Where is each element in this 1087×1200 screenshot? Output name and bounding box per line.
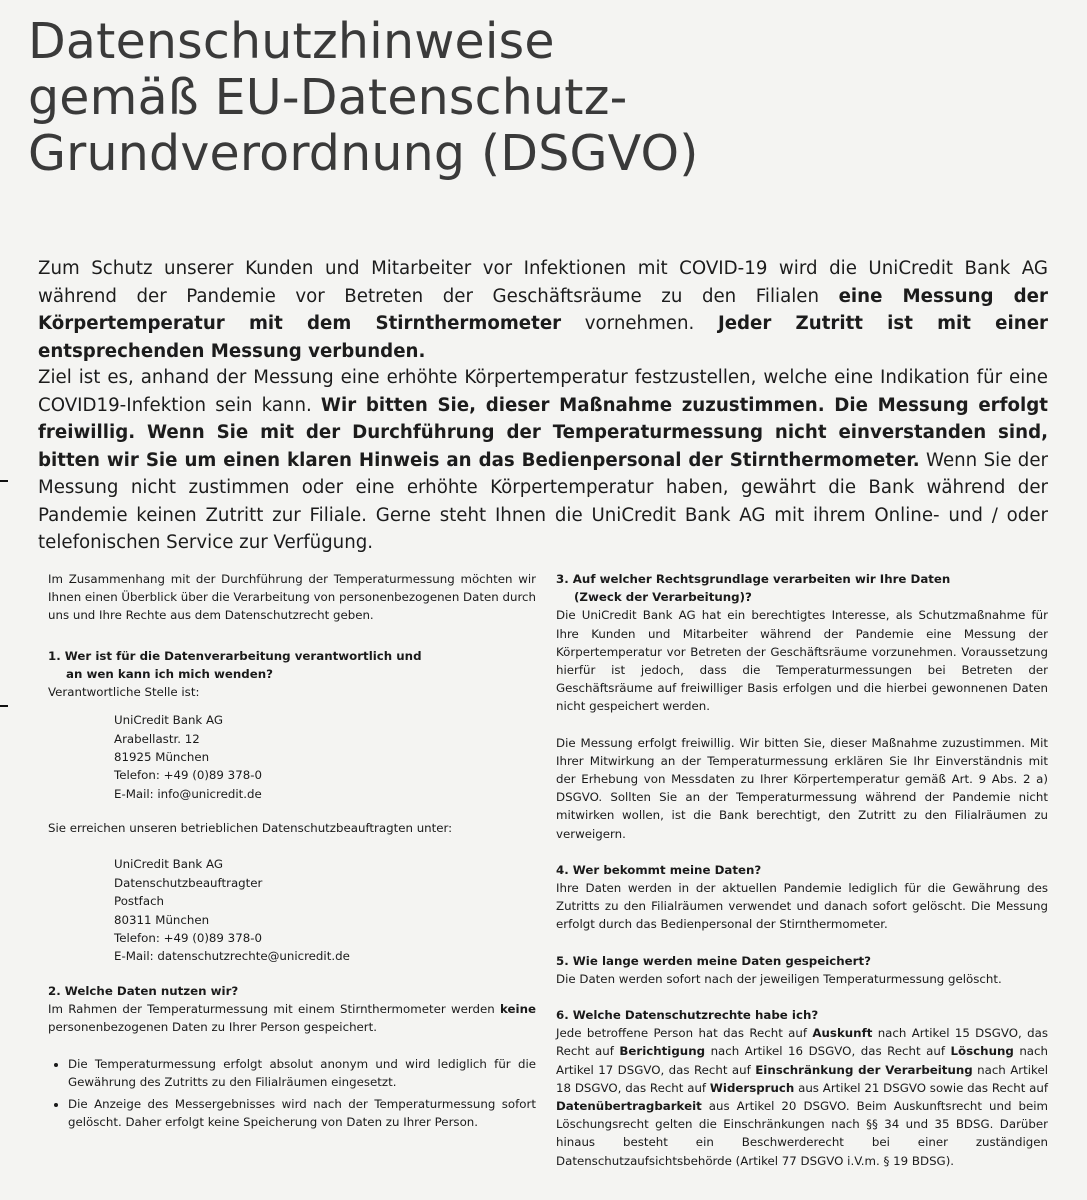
section-4-heading: 4. Wer bekommt meine Daten? [556,862,762,877]
controller-address [48,711,536,803]
intro1-text-c: vornehmen. [561,313,718,334]
left-column [48,570,536,1135]
list-item: • Die Temperaturmessung erfolgt absolut anonym und wird lediglich für die Gewährung des Zutritts zu den Filialräumen eingesetzt. [68,1055,536,1091]
address-line: Postfach [114,894,165,909]
section-6-heading: 6. Welche Datenschutzrechte habe ich? [556,1008,819,1023]
s6-text: aus Artikel 21 DSGVO sowie das Recht auf [794,1080,1049,1095]
list-item: • Die Anzeige des Messergebnisses wird nach der Temperaturmessung sofort gelöscht. Daher erfolgt keine Speicherung von Daten zu Ihrer Person. [68,1095,536,1131]
s6-bold: Einschränkung der Verarbeitung [755,1062,973,1077]
title-line-1: Datenschutzhinweise [28,13,555,70]
s6-bold: Berichtigung [619,1044,706,1059]
title-line-3: Grundverordnung (DSGVO) [28,125,699,182]
section-1-heading-line-1: 1. Wer ist für die Datenverarbeitung verantwortlich und [48,648,422,663]
section-3-heading-line-1: 3. Auf welcher Rechtsgrundlage verarbeiten wir Ihre Daten [556,572,951,586]
document-title [28,14,788,182]
section-6-paragraph [556,1024,1048,1170]
s6-text: nach Artikel 16 DSGVO, das Recht auf [705,1044,951,1059]
s6-text: Jede betroffene Person hat das Recht auf [556,1026,813,1041]
intro1-bold-d: Jeder Zutritt ist mit einer entsprechenden Messung verbunden. [38,313,1048,362]
s6-text: aus Artikel 20 DSGVO. Beim Auskunftsrecht und beim Löschungsrecht gelten die Einschränkungen nach §§ 34 und 35 BDSG. Darüber hinaus besteht ein Beschwerderecht bei einer zuständigen Datenschutzaufsichtsbehörde (Artikel 77 DSGVO i.V.m. § 19 BDSG). [556,1099,1048,1168]
address-line: 80311 München [114,912,210,927]
address-line: UniCredit Bank AG [114,857,224,872]
section-3-paragraph-2: Die Messung erfolgt freiwillig. Wir bitten Sie, dieser Maßnahme zuzustimmen. Mit Ihrer Mitwirkung an der Temperaturmessung erklären Sie Ihr Einverständnis mit der Erhebung von Messdaten zu Ihrer Körpertemperatur gemäß Art. 9 Abs. 2 a) DSGVO. Sollten Sie an der Temperaturmessung während der Pandemie nicht mitwirken wollen, ist die Bank berechtigt, den Zutritt zu den Filialräumen zu verweigern. [556,735,1048,841]
address-line: E-Mail: datenschutzrechte@unicredit.de [114,949,350,964]
s6-bold: Widerspruch [709,1080,795,1095]
section-2-paragraph [48,1000,536,1036]
address-line: Telefon: +49 (0)89 378-0 [114,931,262,946]
fold-mark [0,705,8,707]
address-line: UniCredit Bank AG [114,713,224,728]
s6-text: nach Artikel 15 DSGVO, das Recht auf [556,1026,1048,1059]
intro-paragraph-2 [38,364,1048,557]
s2-text-a: Im Rahmen der Temperaturmessung mit einem Stirnthermometer werden [48,1002,501,1017]
intro2-text-c: Wenn Sie der Messung nicht zustimmen oder eine erhöhte Körpertemperatur haben, gewährt die Bank während der Pandemie keinen Zutritt zur Filiale. Gerne steht Ihnen die UniCredit Bank AG mit ihrem Online- und / oder telefonischen Service zur Verfügung. [38,449,1048,553]
address-line: Arabellastr. 12 [114,731,200,746]
address-line: 81925 München [114,750,210,765]
s6-bold: Auskunft [812,1026,873,1041]
fold-mark [0,480,8,482]
s6-text: nach Artikel 18 DSGVO, das Recht auf [556,1062,1048,1095]
section-2-heading: 2. Welche Daten nutzen wir? [48,983,239,998]
section-4-paragraph: Ihre Daten werden in der aktuellen Pandemie lediglich für die Gewährung des Zutritts zu den Filialräumen verwendet und danach sofort gelöscht. Die Messung erfolgt durch das Bedienpersonal der Stirnthermometer. [556,881,1048,932]
dpo-label: Sie erreichen unseren betrieblichen Datenschutzbeauftragten unter: [48,821,453,836]
address-line: E-Mail: info@unicredit.de [114,786,262,801]
section-5-heading: 5. Wie lange werden meine Daten gespeichert? [556,953,871,968]
s6-text: nach Artikel 17 DSGVO, das Recht auf [556,1044,1049,1077]
title-line-2: gemäß EU-Datenschutz- [28,69,628,126]
intro2-bold-b: Wir bitten Sie, dieser Maßnahme zuzustimmen. Die Messung erfolgt freiwillig. Wenn Sie mit der Durchführung der Temperaturmessung nicht einverstanden sind, bitten wir Sie um einen klaren Hinweis an das Bedienpersonal der Stirnthermometer. [38,394,1048,471]
intro1-bold-b: eine Messung der Körpertemperatur mit dem Stirnthermometer [38,285,1048,334]
dpo-address [48,855,536,965]
section-3-paragraph-1: Die UniCredit Bank AG hat ein berechtigtes Interesse, als Schutzmaßnahme für Ihre Kunden und Mitarbeiter während der Pandemie eine Messung der Körpertemperatur vor Betreten der Geschäftsräume vorzunehmen. Voraussetzung hierfür ist jedoch, dass die Temperaturmessungen bei Betreten der Geschäftsräume auf freiwilliger Basis erfolgen und die hierbei gewonnenen Daten nicht gespeichert werden. [556,608,1048,714]
intro1-text-a: Zum Schutz unserer Kunden und Mitarbeiter vor Infektionen mit COVID-19 wird die UniCredit Bank AG während der Pandemie vor Betreten der Geschäftsräume zu den Filialen [38,258,1048,307]
s2-text-c: personenbezogenen Daten zu Ihrer Person gespeichert. [48,1020,378,1035]
right-column [556,570,1048,1184]
section-1-label: Verantwortliche Stelle ist: [48,685,200,700]
section-3-heading-line-2: (Zweck der Verarbeitung)? [574,590,752,605]
section-1-heading-line-2: an wen kann ich mich wenden? [66,666,273,681]
address-line: Datenschutzbeauftragter [114,875,263,890]
section-2-bullet-list [48,1055,536,1132]
s2-bold-b: keine [500,1002,536,1017]
s6-bold: Datenübertragbarkeit [556,1099,702,1114]
s6-bold: Löschung [950,1044,1014,1059]
section-5-paragraph: Die Daten werden sofort nach der jeweiligen Temperaturmessung gelöscht. [556,971,1002,986]
address-line: Telefon: +49 (0)89 378-0 [114,768,262,783]
left-lead-paragraph: Im Zusammenhang mit der Durchführung der Temperaturmessung möchten wir Ihnen einen Überblick über die Verarbeitung von personenbezogenen Daten durch uns und Ihre Rechte aus dem Datenschutzrecht geben. [48,572,536,623]
intro2-text-a: Ziel ist es, anhand der Messung eine erhöhte Körpertemperatur festzustellen, welche eine Indikation für eine COVID19-Infektion sein kann. [38,367,1048,416]
intro-paragraph-1 [38,255,1048,365]
